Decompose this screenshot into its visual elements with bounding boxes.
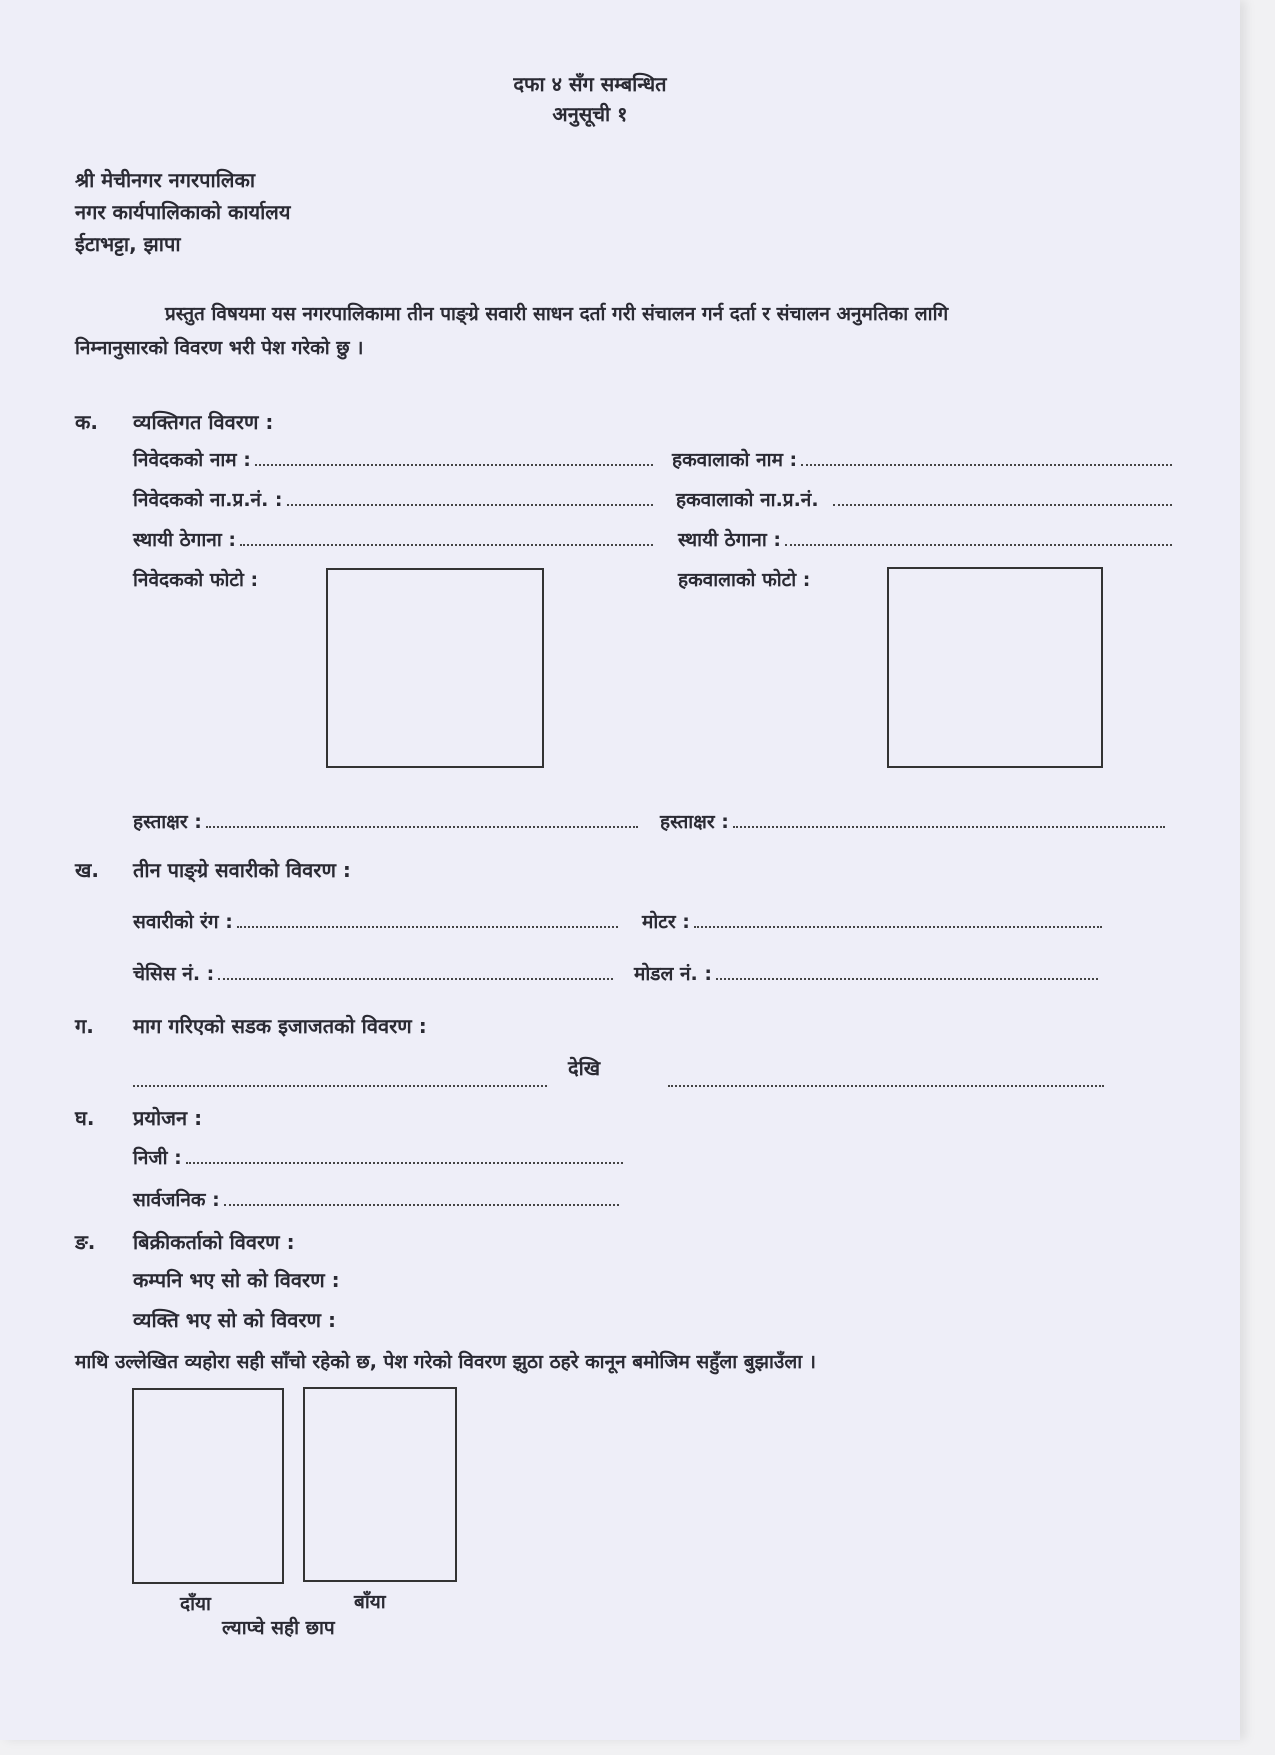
owner-signature-field[interactable]: हस्ताक्षर :: [660, 808, 1165, 834]
section-ka-title: व्यक्तिगत विवरण :: [133, 410, 274, 434]
owner-address-field[interactable]: स्थायी ठेगाना :: [678, 526, 1172, 552]
section-ga-marker: ग.: [75, 1014, 94, 1038]
section-nga-title: बिक्रीकर्ताको विवरण :: [133, 1230, 295, 1254]
section-ga-title: माग गरिएको सडक इजाजतको विवरण :: [133, 1014, 427, 1038]
owner-photo-label: हकवालाको फोटो :: [678, 569, 811, 591]
section-gha-marker: घ.: [75, 1106, 95, 1130]
public-purpose-field[interactable]: सार्वजनिक :: [133, 1186, 619, 1212]
applicant-photo-box[interactable]: [326, 568, 544, 768]
section-kha-title: तीन पाङ्ग्रे सवारीको विवरण :: [133, 858, 351, 882]
right-thumb-label: दाँया: [180, 1593, 211, 1615]
motor-field[interactable]: मोटर :: [642, 908, 1102, 934]
section-kha-marker: ख.: [75, 858, 99, 882]
owner-citizenship-field[interactable]: हकवालाको ना.प्र.नं.: [676, 486, 1172, 512]
left-thumb-label: बाँया: [354, 1591, 386, 1613]
right-thumbprint-box[interactable]: [132, 1388, 284, 1584]
private-purpose-field[interactable]: निजी :: [133, 1144, 623, 1170]
left-thumbprint-box[interactable]: [303, 1387, 457, 1582]
section-reference: दफा ४ सँग सम्बन्धित: [513, 72, 667, 96]
model-number-field[interactable]: मोडल नं. :: [634, 960, 1098, 986]
schedule-number: अनुसूची १: [552, 102, 628, 126]
chassis-number-field[interactable]: चेसिस नं. :: [133, 960, 613, 986]
owner-photo-box[interactable]: [887, 567, 1103, 768]
intro-line-2: निम्नानुसारको विवरण भरी पेश गरेको छु ।: [75, 337, 364, 359]
applicant-address-field[interactable]: स्थायी ठेगाना :: [133, 526, 653, 552]
applicant-signature-field[interactable]: हस्ताक्षर :: [133, 808, 638, 834]
company-details-label: कम्पनि भए सो को विवरण :: [133, 1268, 340, 1292]
section-ka-marker: क.: [75, 410, 98, 434]
owner-name-field[interactable]: हकवालाको नाम :: [672, 446, 1172, 472]
vehicle-color-field[interactable]: सवारीको रंग :: [133, 908, 618, 934]
address-location: ईटाभट्टा, झापा: [75, 232, 181, 256]
applicant-citizenship-field[interactable]: निवेदकको ना.प्र.नं. :: [133, 486, 653, 512]
applicant-name-field[interactable]: निवेदकको नाम :: [133, 446, 653, 472]
individual-details-label: व्यक्ति भए सो को विवरण :: [133, 1308, 336, 1332]
declaration-text: माथि उल्लेखित व्यहोरा सही साँचो रहेको छ, पेश गरेको विवरण झुठा ठहरे कानून बमोजिम सहुँला बुझाउँला ।: [75, 1351, 816, 1373]
road-from-field[interactable]: [133, 1072, 547, 1091]
section-nga-marker: ङ.: [75, 1230, 96, 1254]
road-to-field[interactable]: [668, 1072, 1104, 1091]
from-label: देखि: [568, 1056, 601, 1080]
intro-line-1: प्रस्तुत विषयमा यस नगरपालिकामा तीन पाङ्ग्रे सवारी साधन दर्ता गरी संचालन गर्न दर्ता र संचालन अनुमतिका लागि: [165, 303, 949, 325]
applicant-photo-label: निवेदकको फोटो :: [133, 569, 259, 591]
address-office: नगर कार्यपालिकाको कार्यालय: [75, 200, 291, 224]
thumbprint-caption: ल्याप्चे सही छाप: [222, 1617, 335, 1639]
address-municipality: श्री मेचीनगर नगरपालिका: [75, 168, 256, 192]
section-gha-title: प्रयोजन :: [133, 1106, 203, 1130]
